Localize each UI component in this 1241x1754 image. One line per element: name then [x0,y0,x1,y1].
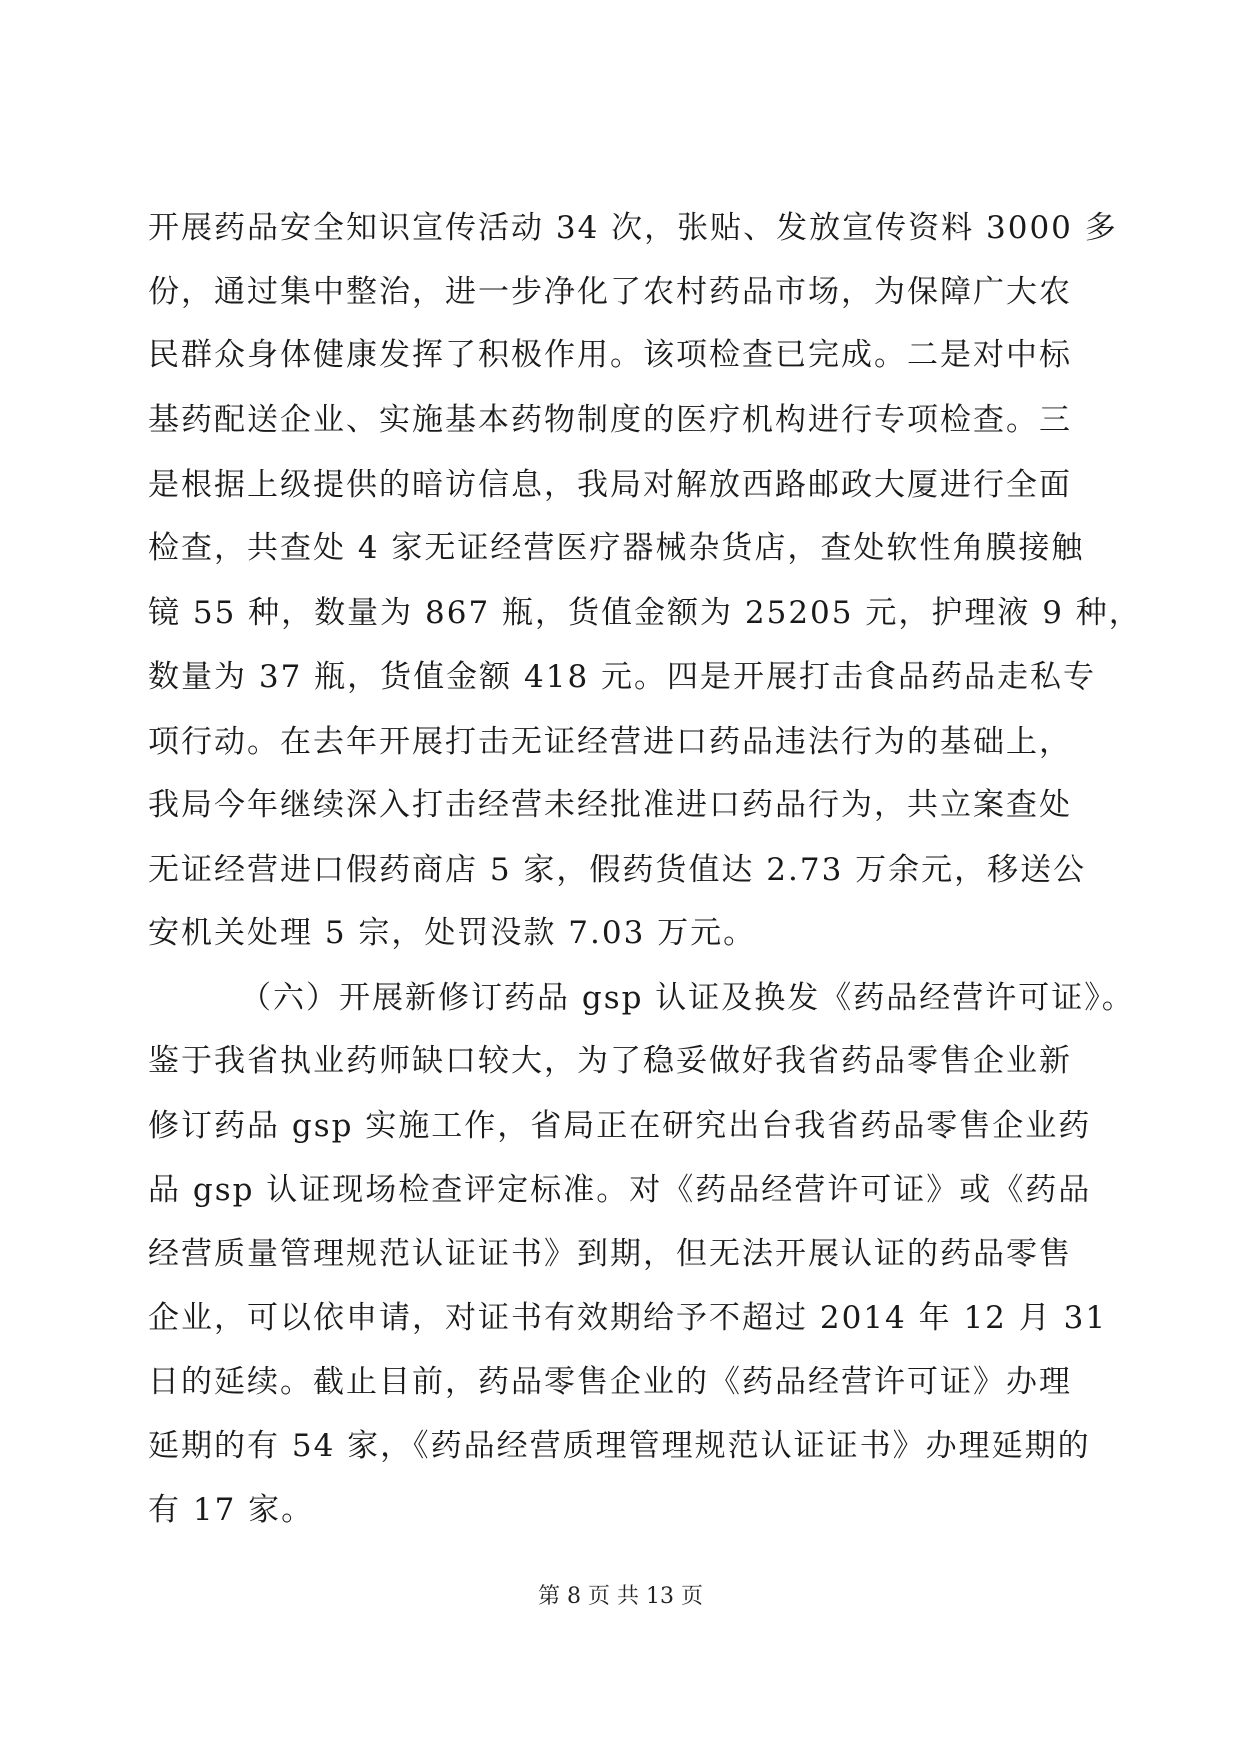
body-text-line: 有 17 家。 [148,1492,315,1528]
body-text-line: 修订药品 gsp 实施工作，省局正在研究出台我省药品零售企业药 [148,1108,1092,1144]
body-text-line: 鉴于我省执业药师缺口较大，为了稳妥做好我省药品零售企业新 [148,1043,1072,1079]
body-text-line: 我局今年继续深入打击经营未经批准进口药品行为，共立案查处 [148,787,1072,823]
body-text-line: 检查，共查处 4 家无证经营医疗器械杂货店，查处软性角膜接触 [148,530,1085,566]
body-text-line: 日的延续。截止目前，药品零售企业的《药品经营许可证》办理 [148,1364,1072,1400]
body-text-line: 数量为 37 瓶，货值金额 418 元。四是开展打击食品药品走私专 [148,659,1097,695]
body-text-line: 镜 55 种，数量为 867 瓶，货值金额为 25205 元，护理液 9 种， [148,595,1142,631]
body-text-line: 开展药品安全知识宣传活动 34 次，张贴、发放宣传资料 3000 多 [148,210,1118,246]
body-text-line: 项行动。在去年开展打击无证经营进口药品违法行为的基础上， [148,724,1072,760]
body-text-line: 经营质量管理规范认证证书》到期，但无法开展认证的药品零售 [148,1236,1072,1272]
body-text-line: 是根据上级提供的暗访信息，我局对解放西路邮政大厦进行全面 [148,467,1072,503]
body-text-line: 企业，可以依申请，对证书有效期给予不超过 2014 年 12 月 31 [148,1300,1108,1336]
body-text-line: 延期的有 54 家，《药品经营质理管理规范认证证书》办理延期的 [148,1428,1091,1464]
body-text-line: 安机关处理 5 宗，处罚没款 7.03 万元。 [148,915,757,951]
page-number-footer: 第 8 页 共 13 页 [538,1584,703,1609]
body-text-line: 无证经营进口假药商店 5 家，假药货值达 2.73 万余元，移送公 [148,852,1087,888]
body-text-line: 民群众身体健康发挥了积极作用。该项检查已完成。二是对中标 [148,337,1072,373]
body-text-line: 品 gsp 认证现场检查评定标准。对《药品经营许可证》或《药品 [148,1172,1092,1208]
body-text-line: 份，通过集中整治，进一步净化了农村药品市场，为保障广大农 [148,274,1072,310]
body-text-line: 基药配送企业、实施基本药物制度的医疗机构进行专项检查。三 [148,402,1072,438]
section-heading-line: （六）开展新修订药品 gsp 认证及换发《药品经营许可证》。 [240,980,1135,1016]
